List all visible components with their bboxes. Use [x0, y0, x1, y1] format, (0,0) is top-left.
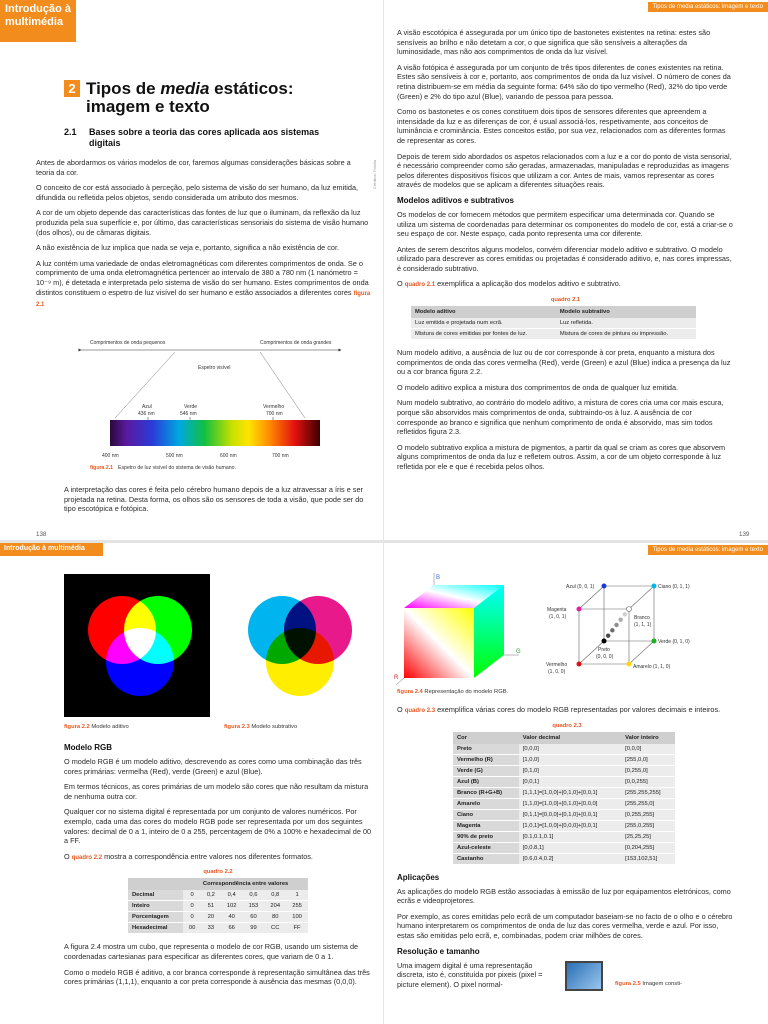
table-row: [128, 890, 308, 901]
tick-label: 400 nm: [102, 453, 119, 459]
table-cell: [1,0,0]: [519, 754, 621, 765]
row-header: Hexadecimal: [128, 923, 183, 934]
amarelo-label: Amarelo (1, 1, 0): [633, 664, 671, 670]
paragraph-text: O: [64, 851, 72, 861]
table-cell: [255,0,0]: [621, 754, 675, 765]
tick-label: 700 nm: [272, 453, 289, 459]
additive-subtractive-table: [411, 306, 696, 340]
gray-diagonal: [606, 612, 627, 638]
table-cell: Mistura de cores emitidas por fontes de luz.: [411, 329, 556, 340]
paragraph: Depois de terem sido abordados os aspetos relacionados com a luz e a cor do ponto de vista sensorial, é necessário compreender como são geradas, armazenadas, manipuladas e reproduzidas as imagens pelos diferentes dispositivos físicos que utilizam a cor. Antes de mais, vamos representar as cores através de modelos que se aplicam a diferentes situações reais.: [397, 151, 732, 190]
preto-vertex: [602, 639, 607, 644]
table-row: [453, 831, 675, 842]
table-row: [453, 853, 675, 864]
table-cell: 0,4: [221, 890, 243, 901]
paragraph-text: A luz contém uma variedade de ondas eletromagnéticas com diferentes comprimentos de onda. Se o comprimento de uma onda eletromagnética pertencer ao intervalo de 380 a 780 nm (1 nanómetro = 10⁻⁹ m), é detetada e interpretada pelo sistema de visão do ser humano. Estes comprimentos de onda distintos constituem o espetro de luz visível do ser humano e estão associados a diferentes cores: [36, 258, 369, 297]
paragraph: [397, 705, 737, 717]
section-title-post: estáticos:: [209, 79, 294, 98]
table-cell: [0,204,255]: [621, 842, 675, 853]
vermelho-label: Vermelho: [546, 662, 568, 668]
paragraph: Em termos técnicos, as cores primárias de um modelo são cores que não resultam da mistura de nenhuma outra cor.: [64, 782, 369, 801]
body-text: [397, 705, 737, 995]
column-header: Modelo aditivo: [411, 306, 556, 318]
red-nm-label: 700 nm: [266, 411, 283, 417]
closing-paragraph: A interpretação das cores é feita pelo cérebro humano depois de a luz atravessar a íris e ser projetada na retina. Desta forma, os olhos são os sensores de toda a visão, que pode ser do tipo escotópica e fotópica.: [64, 485, 364, 514]
caption-text: Modelo aditivo: [91, 724, 129, 730]
paragraph-text: exemplifica várias cores do modelo RGB representadas por valores decimais e inteiros.: [435, 705, 721, 714]
paragraph: Por exemplo, as cores emitidas pelo ecrã de um computador baseiam-se no facto de o olho e o cérebro humano interpretarem os comprimentos de onda de luz das cores vermelha, verde e azul. Por isso, estas são emitidas pelo ecrã, e, combinadas, podem criar milhões de cores.: [397, 911, 733, 940]
paragraph: Num modelo aditivo, a ausência de luz ou de cor corresponde à cor preta, enquanto a mistura dos comprimentos de onda das cores vermelha (Red), verde (Green) e azul (Blue) indica a presença da luz ou a cor branca figura 2.2.: [397, 348, 731, 377]
tick-label: 600 nm: [220, 453, 237, 459]
body-text: [64, 737, 372, 993]
page-tag: Tipos de media estáticos: imagem e texto: [648, 545, 768, 555]
subheading: Modelo RGB: [64, 743, 112, 752]
gray-dot: [618, 617, 622, 621]
blue-circle: [106, 628, 174, 696]
paragraph-text: O: [397, 279, 405, 289]
paragraph: [36, 259, 371, 311]
r-axis-label: R: [394, 675, 399, 681]
verde-vertex: [652, 639, 657, 644]
table-row: [453, 820, 675, 831]
row-header: Preto: [453, 744, 519, 755]
subtractive-model-figure: [224, 574, 370, 717]
g-axis-label: G: [516, 649, 521, 655]
figure-ref[interactable]: figura 2.5: [615, 980, 641, 987]
table-row: [128, 901, 308, 912]
table-row: [453, 744, 675, 755]
vermelho-vertex: [577, 662, 582, 667]
caption-text: Imagem consti-: [642, 980, 683, 987]
row-header: Verde (G): [453, 765, 519, 776]
ciano-label: Ciano (0, 1, 1): [658, 584, 690, 590]
table-cell: 80: [264, 912, 286, 923]
table-cell: [0,0,1]: [519, 776, 621, 787]
paragraph: A visão escotópica é assegurada por um único tipo de bastonetes existentes na retina: estes são sensíveis ao brilho e não detetam a cor, o que significa que são sensíveis a alterações da luminosidade, mas não aos comprimentos de onda da luz visível.: [397, 28, 711, 57]
table-cell: 0: [183, 912, 201, 923]
figure-caption: [615, 981, 682, 996]
table-cell: [0.1,0.1,0.1]: [519, 831, 621, 842]
row-header: Branco (R+G+B): [453, 787, 519, 798]
subsection-heading: [64, 127, 354, 149]
table-cell: Luz refletida.: [556, 318, 696, 329]
table-cell: FF: [286, 923, 308, 934]
figure-caption: [64, 724, 129, 730]
section-title-em: media: [160, 79, 210, 98]
gray-dot: [623, 612, 627, 616]
paragraph: Antes de abordarmos os vários modelos de cor, faremos algumas considerações básicas sobre a teoria da cor.: [36, 158, 351, 177]
table-cell: 66: [221, 923, 243, 934]
table-title: quadro 2.2: [203, 869, 233, 876]
column-header: Cor: [453, 732, 519, 744]
paragraph: O modelo aditivo explica a mistura dos comprimentos de onda de qualquer luz emitida.: [397, 382, 679, 392]
subsection-number: 2.1: [64, 127, 77, 137]
table-header: Correspondência entre valores: [183, 878, 308, 890]
table-cell: 102: [221, 901, 243, 912]
table-cell: Mistura de cores de pintura ou impressão.: [556, 329, 696, 340]
figure-ref[interactable]: figura 2.4: [397, 689, 423, 695]
page-number: 138: [36, 531, 47, 538]
b-axis-label: B: [436, 575, 441, 581]
paragraph: O conceito de cor está associado à perceção, pelo sistema de visão do ser humano, da luz emitida, difundida ou refletida pelos objetos, sendo considerada um atributo dos mesmos.: [36, 183, 359, 202]
table-cell: [1,1,1]=[1,0,0]+[0,1,0]+[0,0,1]: [519, 787, 621, 798]
paragraph: Uma imagem digital é uma representação discreta, isto é, constituída por pixeis (pixel = picture element). O pixel normal-: [397, 960, 543, 989]
verde-label: Verde (0, 1, 0): [658, 639, 690, 645]
yellow-circle: [266, 628, 334, 696]
table-cell: 0: [183, 901, 201, 912]
green-label: Verde: [184, 404, 198, 410]
table-cell: [0,0.8,1]: [519, 842, 621, 853]
table-title: quadro 2.1: [550, 297, 581, 304]
paragraph: Os modelos de cor fornecem métodos que permitem especificar uma determinada cor. Quando se utiliza um sistema de coordenadas para determinar os componentes do modelo de cor, está a criar-se o seu espaço de cor. Neste espaço, cada ponto representa uma cor diferente.: [397, 209, 733, 239]
table-row: [411, 318, 696, 329]
figure-caption: Espetro de luz visível do sistema de visão humano.: [118, 465, 236, 471]
row-header: Porcentagem: [128, 912, 183, 923]
paragraph-text: exemplifica a aplicação dos modelos aditivo e subtrativo.: [435, 279, 621, 289]
subheading: Resolução e tamanho: [397, 946, 480, 956]
paragraph: Como o modelo RGB é aditivo, a cor branca corresponde à representação simultânea das três cores primárias (1,1,1), enquanto a cor preta corresponde à ausência das mesmas (0,0,0).: [64, 967, 370, 987]
row-header: Castanho: [453, 853, 519, 864]
table-cell: 20: [201, 912, 221, 923]
table-cell: 0,2: [201, 890, 221, 901]
table-row: [453, 809, 675, 820]
table-row: [453, 798, 675, 809]
paragraph: Como os bastonetes e os cones constituem dois tipos de sensores diferentes que apreendem a intensidade da luz e as diferenças de cor, é usual associá-los, respetivamente, aos conceitos de luminância e crominância. Estes conceitos estão, por sua vez, relacionados com as diferentes formas de representar as cores.: [397, 107, 726, 145]
table-cell: 33: [201, 923, 221, 934]
paragraph: [64, 852, 372, 864]
branco-label: Branco: [634, 615, 650, 621]
long-wavelength-label: Comprimentos de onda grandes: [260, 340, 332, 346]
amarelo-vertex: [627, 662, 632, 667]
body-text: [36, 158, 371, 317]
table-cell: [1,0,1]=[1,0,0]+[0,0,0]+[0,0,1]: [519, 820, 621, 831]
subheading: Modelos aditivos e subtrativos: [397, 195, 514, 205]
page-tag: Tipos de media estáticos: imagem e texto: [648, 2, 768, 12]
table-cell: 99: [243, 923, 265, 934]
azul-label: Azul (0, 0, 1): [566, 584, 595, 590]
table-cell: Luz emitida e projetada num ecrã.: [411, 318, 556, 329]
blue-label: Azul: [142, 404, 152, 410]
visible-spectrum-label: Espetro visível: [198, 365, 231, 371]
section-heading: [64, 80, 294, 116]
page-140: [0, 543, 383, 1024]
table-cell: [255,255,0]: [621, 798, 675, 809]
table-row: [128, 912, 308, 923]
green-nm-label: 546 nm: [180, 411, 197, 417]
table-cell: [0.6,0.4,0.2]: [519, 853, 621, 864]
side-credit: Créditos: Fotolia: [372, 160, 377, 190]
page-139: [384, 0, 768, 540]
table-cell: [0,255,255]: [621, 809, 675, 820]
rgb-wireframe-cube: [534, 571, 766, 689]
table-cell: [1,1,0]=[1,0,0]+[0,1,0]+[0,0,0]: [519, 798, 621, 809]
figure-ref[interactable]: figura 2.2: [64, 724, 90, 730]
figure-caption-ref[interactable]: figura 2.1: [90, 465, 114, 471]
table-cell: 40: [221, 912, 243, 923]
azul-vertex: [602, 584, 607, 589]
page-number: 139: [739, 531, 750, 538]
table-row: [453, 754, 675, 765]
paragraph: O modelo subtrativo explica a mistura de pigmentos, a partir da qual se criam as cores que absorvem alguns comprimentos de onda da luz e refletem outros. Assim, a cor de um objeto corresponde à luz refletida por ele e que é recebida pelos olhos.: [397, 442, 726, 471]
paragraph-text: mostra a correspondência entre valores nos diferentes formatos.: [102, 851, 313, 861]
paragraph: As aplicações do modelo RGB estão associadas à emissão de luz por equipamentos eletrónicos, como ecrãs e videoprojetores.: [397, 886, 731, 906]
figure-ref[interactable]: figura 2.1: [36, 290, 371, 309]
paragraph: Antes de serem descritos alguns modelos, convém diferenciar modelo aditivo e subtrativo. O modelo utilizado para descrever as cores emitidas ou projetadas é considerado aditivo, e, nas cores impressas, é considerado subtrativo.: [397, 244, 732, 273]
table-cell: [153,102,51]: [621, 853, 675, 864]
table-cell: [0,0,0]: [519, 744, 621, 755]
table-ref[interactable]: quadro 2.1: [404, 282, 436, 289]
page-138: [0, 0, 384, 540]
table-cell: [0,255,0]: [621, 765, 675, 776]
gray-dot: [614, 623, 618, 627]
magenta-label: Magenta: [547, 607, 567, 613]
table-cell: 60: [243, 912, 265, 923]
table-row: [411, 329, 696, 340]
preto-label: Preto: [598, 647, 610, 653]
paragraph: A visão fotópica é assegurada por um conjunto de três tipos diferentes de cones existentes na retina. Estes são sensíveis à cor e, portanto, aos comprimentos de onda da luz visível. O número de cones da retina distribuem-se em média da seguinte forma: 64% são do tipo vermelho (Red), 32% do tipo verde (Green) e 2% do tipo azul (Blue), variando de pessoa para pessoa.: [397, 62, 731, 101]
branco-value: (1, 1, 1): [634, 622, 652, 628]
row-header: Inteiro: [128, 901, 183, 912]
column-header: Valor inteiro: [621, 732, 675, 744]
chapter-header-label: Introdução à multimédia: [5, 3, 72, 28]
table-cell: 153: [243, 901, 265, 912]
section-title-line2: imagem e texto: [86, 97, 210, 116]
table-row: [453, 787, 675, 798]
table-cell: 51: [201, 901, 221, 912]
ciano-vertex: [652, 584, 657, 589]
visible-spectrum-figure: [60, 336, 360, 476]
magenta-vertex: [577, 607, 582, 612]
value-correspondence-table: [128, 878, 308, 934]
cube-front-face: [404, 608, 474, 678]
table-cell: 00: [183, 923, 201, 934]
table-row: [128, 923, 308, 934]
chapter-header-label: Introdução à multimédia: [4, 545, 85, 552]
gray-dot: [606, 633, 610, 637]
row-header: Vermelho (R): [453, 754, 519, 765]
table-ref[interactable]: quadro 2.3: [404, 708, 436, 714]
table-cell: [0,0,255]: [621, 776, 675, 787]
caption-text: Representação do modelo RGB.: [424, 689, 509, 695]
table-cell: 0: [183, 890, 201, 901]
table-cell: [255,255,255]: [621, 787, 675, 798]
subheading: Aplicações: [397, 872, 440, 882]
blue-nm-label: 436 nm: [138, 411, 155, 417]
figure-ref[interactable]: figura 2.3: [224, 724, 250, 730]
table-cell: 0,6: [243, 890, 265, 901]
figure-caption: [397, 689, 508, 695]
paragraph: Num modelo subtrativo, ao contrário do modelo aditivo, a mistura de cores cria uma cor mais escura, porque são absorvidos mais comprimentos de onda, subtraindo-os à luz. A ausência de cor corresponde ao branco e significa que nenhum comprimento de onda é absorvido, mas sim todos refletidos figura 2.3.: [397, 398, 724, 437]
red-label: Vermelho: [263, 404, 285, 410]
row-header: Magenta: [453, 820, 519, 831]
table-cell: CC: [264, 923, 286, 934]
table-cell: 1: [286, 890, 308, 901]
preto-value: (0, 0, 0): [596, 654, 614, 660]
paragraph: A figura 2.4 mostra um cubo, que representa o modelo de cor RGB, usando um sistema de coordenadas cartesianas para especificar as diferentes cores, que variam de 0 a 1.: [64, 942, 359, 961]
column-header: Valor decimal: [519, 732, 621, 744]
paragraph: O modelo RGB é um modelo aditivo, descrevendo as cores como uma combinação das três cores primárias: vermelha (Red), verde (Green) e azul (Blue).: [64, 757, 362, 776]
row-header: 90% de preto: [453, 831, 519, 842]
branco-vertex: [627, 607, 632, 612]
table-cell: 204: [264, 901, 286, 912]
table-cell: [0,0,0]: [621, 744, 675, 755]
table-cell: [0,1,1]=[0,0,0]+[0,1,0]+[0,0,1]: [519, 809, 621, 820]
paragraph: Qualquer cor no sistema digital é representada por um conjunto de valores numéricos. Por exemplo, cada uma das cores do modelo RGB pode ser representada por um dos seguintes valores: decimal de 0 a 1, inteiro de 0 a 255, percentagem de 0% a 100% e hexadecimal de 00 a FF.: [64, 807, 372, 846]
row-header: Decimal: [128, 890, 183, 901]
body-text: [397, 28, 734, 478]
rgb-color-cube: [394, 573, 524, 691]
chapter-header: [0, 543, 103, 556]
table-row: [453, 842, 675, 853]
row-header: Amarelo: [453, 798, 519, 809]
column-header: Modelo subtrativo: [556, 306, 696, 318]
table-cell: [0,1,0]: [519, 765, 621, 776]
tick-label: 500 nm: [166, 453, 183, 459]
chapter-header: [0, 0, 76, 42]
table-row: [453, 765, 675, 776]
table-cell: 255: [286, 901, 308, 912]
table-title: quadro 2.3: [552, 722, 582, 729]
paragraph: [397, 279, 734, 291]
table-cell: [25,25,25]: [621, 831, 675, 842]
section-title-pre: Tipos de: [86, 79, 161, 98]
spectrum-bar: [110, 420, 320, 446]
short-wavelength-label: Comprimentos de onda pequenos: [90, 340, 166, 346]
paragraph: A cor de um objeto depende das características das fontes de luz que o iluminam, da reflexão da luz produzida pela sua superfície e, por último, das características sensoriais do sistema de visão humano (dos olhos), ou de câmaras digitais.: [36, 208, 369, 237]
vermelho-value: (1, 0, 0): [548, 669, 566, 675]
paragraph: A não existência de luz implica que nada se veja e, portanto, significa a não existência de cor.: [36, 243, 340, 253]
table-ref[interactable]: quadro 2.2: [71, 854, 103, 861]
row-header: Azul-celeste: [453, 842, 519, 853]
table-cell: 100: [286, 912, 308, 923]
caption-text: Modelo subtrativo: [251, 724, 298, 730]
subsection-title: Bases sobre a teoria das cores aplicada aos sistemas digitais: [89, 127, 320, 148]
additive-model-figure: [64, 574, 210, 717]
rgb-values-table: [453, 732, 675, 865]
magenta-value: (1, 0, 1): [549, 614, 567, 620]
table-cell: 0,8: [264, 890, 286, 901]
pixel-image-thumbnail: [565, 961, 603, 991]
gray-dot: [610, 628, 614, 632]
figure-caption: [224, 724, 297, 730]
table-cell: [255,0,255]: [621, 820, 675, 831]
row-header: Ciano: [453, 809, 519, 820]
page-141: [384, 543, 768, 1024]
paragraph-text: O: [397, 705, 405, 714]
section-number-badge: 2: [64, 80, 80, 97]
row-header: Azul (B): [453, 776, 519, 787]
table-row: [453, 776, 675, 787]
